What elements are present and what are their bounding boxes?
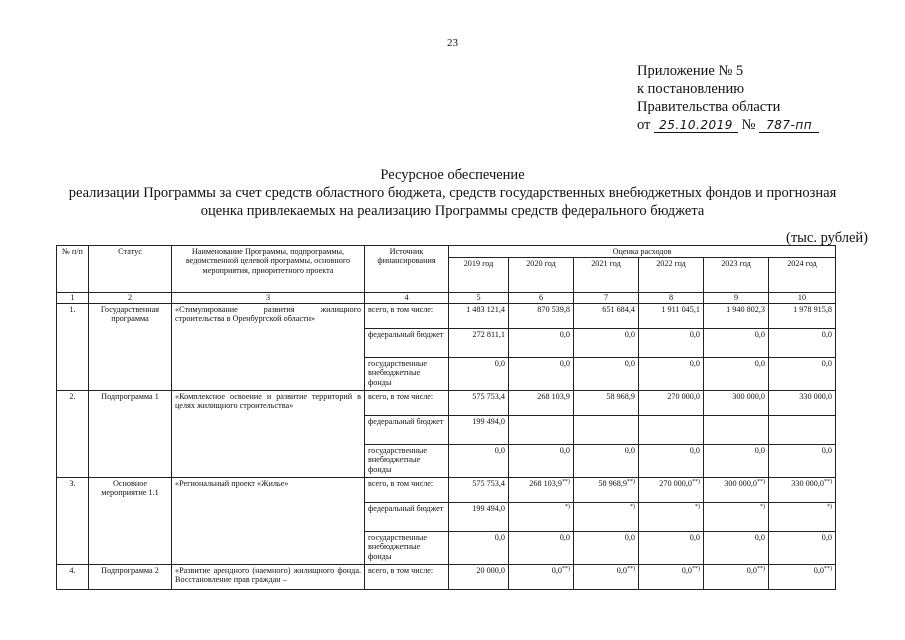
value-cell: [639, 390, 704, 415]
column-number: 3: [172, 293, 365, 303]
appendix-line-1: Приложение № 5: [637, 63, 744, 79]
value-cell: [574, 502, 639, 531]
footnote-mark: *): [760, 503, 765, 510]
footnote-mark: *): [827, 503, 832, 510]
column-number: 10: [769, 293, 836, 303]
header-year: 2024 год: [769, 258, 836, 293]
cell-value: 199 494,0: [472, 503, 505, 513]
cell-value: 0,0: [559, 532, 570, 542]
column-number: 6: [509, 293, 574, 303]
row-status: Подпрограмма 1: [89, 390, 172, 477]
cell-value: 0,0: [821, 329, 832, 339]
value-cell: [449, 564, 509, 589]
row-number: 4.: [57, 564, 89, 589]
cell-value: 0,0: [689, 329, 700, 339]
header-year: 2022 год: [639, 258, 704, 293]
row-source: государственные внебюджетные фонды: [365, 444, 449, 477]
unit-label: (тыс. рублей): [786, 230, 868, 246]
cell-value: 0,0: [494, 445, 505, 455]
header-name: Наименование Программы, подпрограммы, ведомственной целевой программы, основного мероприятия, приоритетного проекта: [172, 246, 365, 293]
cell-value: 0,0: [559, 329, 570, 339]
value-cell: [509, 477, 574, 502]
cell-value: 1 911 045,1: [661, 304, 700, 314]
value-cell: [449, 444, 509, 477]
value-cell: [449, 531, 509, 564]
table-row: [57, 564, 836, 589]
footnote-mark: **): [692, 478, 700, 485]
cell-value: 268 103,9: [529, 478, 562, 488]
cell-value: 0,0: [551, 565, 562, 575]
value-cell: [769, 303, 836, 328]
value-cell: [574, 564, 639, 589]
value-cell: [639, 477, 704, 502]
header-year: 2021 год: [574, 258, 639, 293]
value-cell: [704, 303, 769, 328]
title-line-2: реализации Программы за счет средств областного бюджета, средств государственных внебюджетных фондов и прогнозная: [68, 185, 837, 201]
value-cell: [704, 564, 769, 589]
footnote-mark: **): [692, 565, 700, 572]
header-row-1: [57, 246, 836, 258]
cell-value: 20 000,0: [476, 565, 505, 575]
cell-value: 0,0: [624, 445, 635, 455]
cell-value: 0,0: [813, 565, 824, 575]
row-source: всего, в том числе:: [365, 390, 449, 415]
appendix-block: [637, 62, 819, 134]
cell-value: 651 684,4: [602, 304, 635, 314]
cell-value: 0,0: [689, 445, 700, 455]
header-year: 2023 год: [704, 258, 769, 293]
column-number: 2: [89, 293, 172, 303]
value-cell: [509, 444, 574, 477]
cell-value: 0,0: [494, 532, 505, 542]
row-name: «Региональный проект «Жилье»: [172, 477, 365, 564]
row-name: «Развитие арендного (наемного) жилищного фонда. Восстановление прав граждан –: [172, 564, 365, 589]
row-source: всего, в том числе:: [365, 564, 449, 589]
value-cell: [509, 502, 574, 531]
cell-value: 330 000,0: [791, 478, 824, 488]
cell-value: 268 103,9: [537, 391, 570, 401]
value-cell: [639, 415, 704, 444]
row-number: 2.: [57, 390, 89, 477]
cell-value: 330 000,0: [799, 391, 832, 401]
footnote-mark: *): [565, 503, 570, 510]
cell-value: 1 940 802,3: [726, 304, 765, 314]
row-number: 3.: [57, 477, 89, 564]
value-cell: [769, 531, 836, 564]
footnote-mark: **): [757, 478, 765, 485]
row-name: «Стимулирование развития жилищного строительства в Оренбургской области»: [172, 303, 365, 390]
cell-value: 199 494,0: [472, 416, 505, 426]
resource-table: [56, 245, 836, 590]
value-cell: [574, 303, 639, 328]
title-line-1: Ресурсное обеспечение: [380, 167, 525, 183]
footnote-mark: **): [562, 478, 570, 485]
cell-value: 0,0: [689, 358, 700, 368]
footnote-mark: **): [627, 478, 635, 485]
cell-value: 272 811,1: [472, 329, 505, 339]
value-cell: [574, 477, 639, 502]
cell-value: 0,0: [821, 358, 832, 368]
cell-value: 0,0: [681, 565, 692, 575]
header-status: Статус: [89, 246, 172, 293]
value-cell: [769, 357, 836, 390]
value-cell: [769, 564, 836, 589]
footnote-mark: **): [757, 565, 765, 572]
value-cell: [704, 390, 769, 415]
header-year: 2019 год: [449, 258, 509, 293]
value-cell: [449, 328, 509, 357]
row-source: федеральный бюджет: [365, 502, 449, 531]
cell-value: 870 539,8: [537, 304, 570, 314]
cell-value: 0,0: [624, 358, 635, 368]
cell-value: 0,0: [821, 445, 832, 455]
cell-value: 300 000,0: [724, 478, 757, 488]
footnote-mark: **): [627, 565, 635, 572]
column-number: 9: [704, 293, 769, 303]
row-number: 1.: [57, 303, 89, 390]
cell-value: 0,0: [754, 329, 765, 339]
cell-value: 0,0: [624, 532, 635, 542]
row-status: Государственная программа: [89, 303, 172, 390]
cell-value: 0,0: [559, 358, 570, 368]
value-cell: [769, 390, 836, 415]
value-cell: [769, 477, 836, 502]
value-cell: [509, 531, 574, 564]
value-cell: [704, 477, 769, 502]
column-number: 7: [574, 293, 639, 303]
cell-value: 0,0: [754, 445, 765, 455]
column-number: 8: [639, 293, 704, 303]
value-cell: [574, 390, 639, 415]
cell-value: 0,0: [624, 329, 635, 339]
cell-value: 270 000,0: [667, 391, 700, 401]
value-cell: [449, 477, 509, 502]
handwritten-number: 787-пп: [759, 118, 819, 133]
row-status: Подпрограмма 2: [89, 564, 172, 589]
row-source: федеральный бюджет: [365, 415, 449, 444]
cell-value: 0,0: [754, 532, 765, 542]
page-number: 23: [447, 37, 458, 49]
row-name: «Комплексное освоение и развитие территорий в целях жилищного строительства»: [172, 390, 365, 477]
footnote-mark: *): [630, 503, 635, 510]
row-source: государственные внебюджетные фонды: [365, 531, 449, 564]
cell-value: 300 000,0: [732, 391, 765, 401]
footnote-mark: **): [824, 565, 832, 572]
number-prefix: №: [741, 117, 756, 133]
row-status: Основное мероприятие 1.1: [89, 477, 172, 564]
value-cell: [509, 357, 574, 390]
value-cell: [574, 531, 639, 564]
cell-value: 575 753,4: [472, 478, 505, 488]
appendix-date-line: [637, 116, 819, 134]
column-number: 1: [57, 293, 89, 303]
cell-value: 0,0: [754, 358, 765, 368]
handwritten-date: 25.10.2019: [654, 118, 738, 133]
appendix-line-2: к постановлению: [637, 81, 745, 97]
table-row: [57, 390, 836, 415]
column-number: 5: [449, 293, 509, 303]
appendix-line-3: Правительства области: [637, 99, 781, 115]
cell-value: 1 483 121,4: [466, 304, 505, 314]
value-cell: [449, 502, 509, 531]
cell-value: 0,0: [689, 532, 700, 542]
value-cell: [769, 328, 836, 357]
date-prefix: от: [637, 117, 651, 133]
row-source: всего, в том числе:: [365, 303, 449, 328]
cell-value: 1 978 915,8: [793, 304, 832, 314]
value-cell: [639, 303, 704, 328]
column-number: 4: [365, 293, 449, 303]
row-source: всего, в том числе:: [365, 477, 449, 502]
cell-value: 0,0: [616, 565, 627, 575]
value-cell: [639, 357, 704, 390]
value-cell: [704, 444, 769, 477]
value-cell: [449, 390, 509, 415]
column-number-row: [57, 293, 836, 303]
header-num: № п/п: [57, 246, 89, 293]
value-cell: [449, 415, 509, 444]
cell-value: 0,0: [821, 532, 832, 542]
title-line-3: оценка привлекаемых на реализацию Программы средств федерального бюджета: [200, 203, 705, 219]
value-cell: [449, 303, 509, 328]
value-cell: [639, 531, 704, 564]
cell-value: 0,0: [746, 565, 757, 575]
value-cell: [639, 564, 704, 589]
cell-value: 58 968,9: [598, 478, 627, 488]
value-cell: [704, 502, 769, 531]
table-row: [57, 303, 836, 328]
value-cell: [639, 328, 704, 357]
row-source: государственные внебюджетные фонды: [365, 357, 449, 390]
footnote-mark: **): [562, 565, 570, 572]
value-cell: [509, 303, 574, 328]
value-cell: [704, 531, 769, 564]
row-source: федеральный бюджет: [365, 328, 449, 357]
header-year: 2020 год: [509, 258, 574, 293]
value-cell: [769, 444, 836, 477]
value-cell: [704, 357, 769, 390]
cell-value: 0,0: [559, 445, 570, 455]
value-cell: [704, 328, 769, 357]
value-cell: [639, 502, 704, 531]
header-source: Источник финансирования: [365, 246, 449, 293]
footnote-mark: **): [824, 478, 832, 485]
header-expenses: Оценка расходов: [449, 246, 836, 258]
value-cell: [769, 415, 836, 444]
table-row: [57, 477, 836, 502]
value-cell: [574, 444, 639, 477]
value-cell: [509, 328, 574, 357]
cell-value: 58 968,9: [606, 391, 635, 401]
value-cell: [574, 328, 639, 357]
value-cell: [509, 415, 574, 444]
value-cell: [574, 415, 639, 444]
cell-value: 575 753,4: [472, 391, 505, 401]
document-title: [0, 166, 905, 220]
value-cell: [704, 415, 769, 444]
value-cell: [509, 564, 574, 589]
cell-value: 270 000,0: [659, 478, 692, 488]
value-cell: [639, 444, 704, 477]
cell-value: 0,0: [494, 358, 505, 368]
footnote-mark: *): [695, 503, 700, 510]
value-cell: [509, 390, 574, 415]
value-cell: [449, 357, 509, 390]
value-cell: [769, 502, 836, 531]
value-cell: [574, 357, 639, 390]
